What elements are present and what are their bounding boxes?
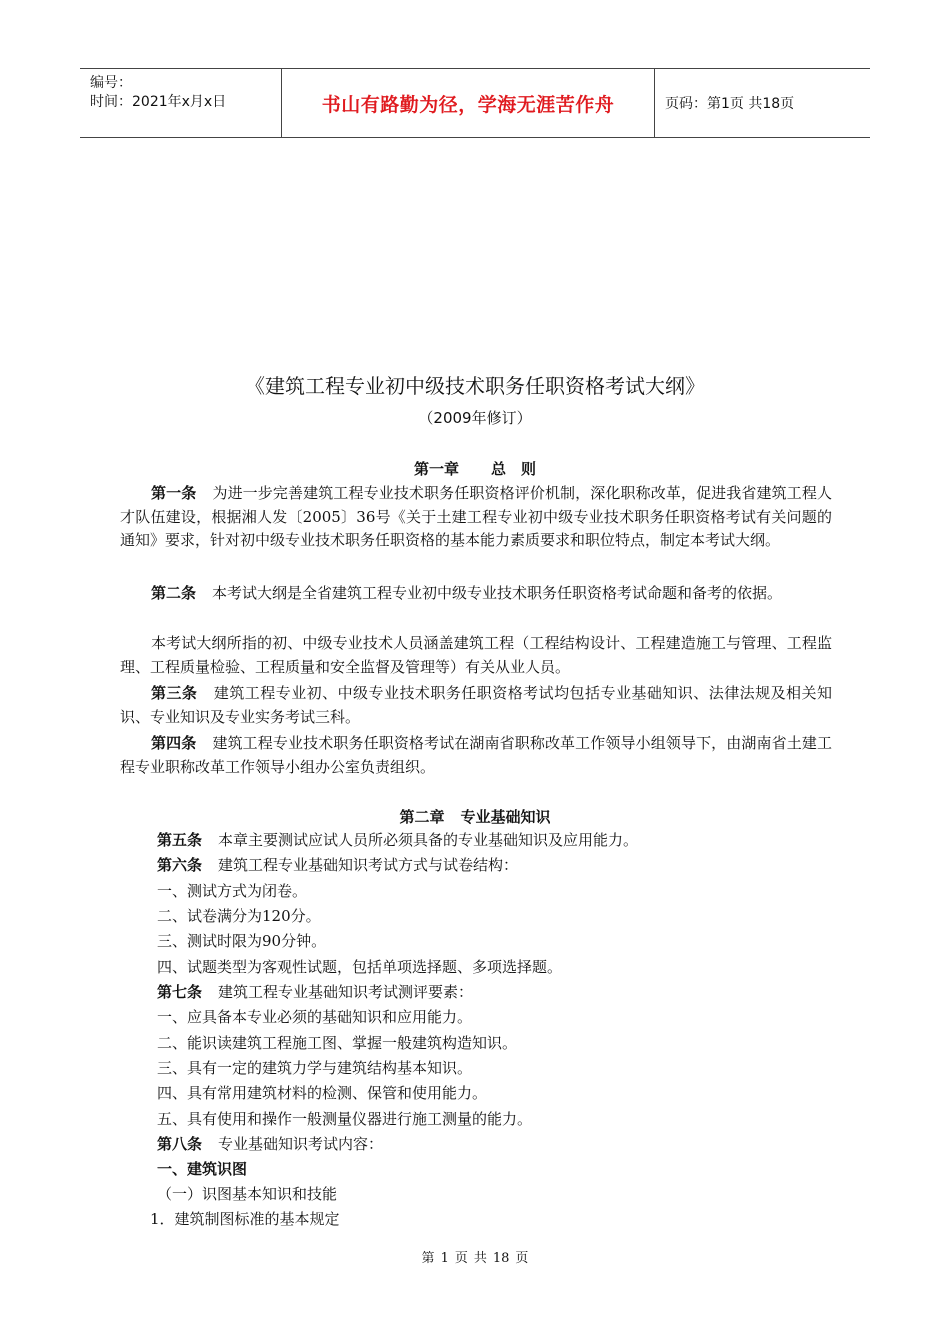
motto-text: 书山有路勤为径，学海无涯苦作舟 xyxy=(321,93,615,116)
chapter2-title: 专业基础知识 xyxy=(460,808,551,826)
article-8-label: 第八条 xyxy=(157,1135,203,1153)
header-page-cell xyxy=(655,69,870,137)
article-5-text: 本章主要测试应试人员所必须具备的专业基础知识及应用能力。 xyxy=(218,831,639,849)
article-4-label: 第四条 xyxy=(151,734,197,752)
article-6-label: 第六条 xyxy=(157,856,203,874)
article-1-label: 第一条 xyxy=(151,484,197,502)
article-8-text: 专业基础知识考试内容： xyxy=(218,1135,384,1153)
article-6-item: 二、试卷满分为120分。 xyxy=(157,907,321,925)
article-6-item: 三、测试时限为90分钟。 xyxy=(157,932,327,950)
article-7-item: 二、能识读建筑工程施工图、掌握一般建筑构造知识。 xyxy=(157,1034,518,1052)
footer-page-number: 1 xyxy=(440,1251,449,1266)
page-footer xyxy=(0,1247,950,1266)
article-3-text: 建筑工程专业初、中级专业技术职务任职资格考试均包括专业基础知识、法律法规及相关知识、专业知识及专业实务考试三科。 xyxy=(120,684,832,726)
article-2 xyxy=(120,582,832,606)
header-meta-cell xyxy=(80,69,282,137)
footer-di: 第 xyxy=(421,1251,435,1266)
footer-gong: 共 xyxy=(473,1251,487,1266)
article-6-text: 建筑工程专业基础知识考试方式与试卷结构： xyxy=(218,856,519,874)
document-title: 《建筑工程专业初中级技术职务任职资格考试大纲》 xyxy=(245,374,705,398)
chapter1-title: 总 则 xyxy=(491,460,537,478)
article-1-text: 为进一步完善建筑工程专业技术职务任职资格评价机制，深化职称改革，促进我省建筑工程人才队伍建设，根据湘人发〔2005〕36号《关于土建工程专业初中级专业技术职务任职资格考试有关问题的通知》要求，针对初中级专业技术职务任职资格的基本能力素质要求和职位特点，制定本考试大纲。 xyxy=(120,484,832,549)
section-heading: 一、建筑识图 xyxy=(157,1160,248,1178)
subsection-heading: （一）识图基本知识和技能 xyxy=(157,1185,338,1203)
article-6-item: 四、试题类型为客观性试题，包括单项选择题、多项选择题。 xyxy=(157,958,563,976)
article-7-item: 五、具有使用和操作一般测量仪器进行施工测量的能力。 xyxy=(157,1110,533,1128)
article-2-text: 本考试大纲是全省建筑工程专业初中级专业技术职务任职资格考试命题和备考的依据。 xyxy=(212,584,783,602)
header-motto-cell xyxy=(282,69,655,137)
date-label: 时间：2021年x月x日 xyxy=(90,94,227,110)
footer-ye: 页 xyxy=(454,1251,468,1266)
article-7-label: 第七条 xyxy=(157,983,203,1001)
document-subtitle: （2009年修订） xyxy=(418,409,532,427)
footer-total-pages: 18 xyxy=(492,1251,510,1266)
chapter2-number: 第二章 xyxy=(399,808,445,826)
chapter2-heading xyxy=(0,806,950,827)
numbered-item: 1．建筑制图标准的基本规定 xyxy=(150,1210,340,1228)
document-header xyxy=(80,68,870,138)
number-label: 编号： xyxy=(90,75,132,91)
article-7-item: 一、应具备本专业必须的基础知识和应用能力。 xyxy=(157,1008,473,1026)
article-4 xyxy=(120,732,832,779)
article-5 xyxy=(157,829,638,851)
article-2-paragraph-2: 本考试大纲所指的初、中级专业技术人员涵盖建筑工程（工程结构设计、工程建造施工与管理、工程监理、工程质量检验、工程质量和安全监督及管理等）有关从业人员。 xyxy=(120,634,832,676)
article-2-label: 第二条 xyxy=(151,584,197,602)
chapter1-number: 第一章 xyxy=(413,460,459,478)
article-6-item: 一、测试方式为闭卷。 xyxy=(157,882,308,900)
article-4-text: 建筑工程专业技术职务任职资格考试在湖南省职称改革工作领导小组领导下，由湖南省土建工程专业职称改革工作领导小组办公室负责组织。 xyxy=(120,734,832,776)
article-7-item: 三、具有一定的建筑力学与建筑结构基本知识。 xyxy=(157,1059,473,1077)
article-5-label: 第五条 xyxy=(157,831,203,849)
chapter1-heading xyxy=(0,458,950,479)
page-label: 页码：第1页 共18页 xyxy=(665,96,795,112)
article-8 xyxy=(157,1133,383,1155)
footer-ye2: 页 xyxy=(515,1251,529,1266)
article-7-text: 建筑工程专业基础知识考试测评要素： xyxy=(218,983,474,1001)
article-6 xyxy=(157,854,518,876)
article-7-item: 四、具有常用建筑材料的检测、保管和使用能力。 xyxy=(157,1084,488,1102)
article-1 xyxy=(120,482,832,553)
article-3-label: 第三条 xyxy=(151,684,198,702)
article-7 xyxy=(157,981,473,1003)
article-3 xyxy=(120,682,832,729)
